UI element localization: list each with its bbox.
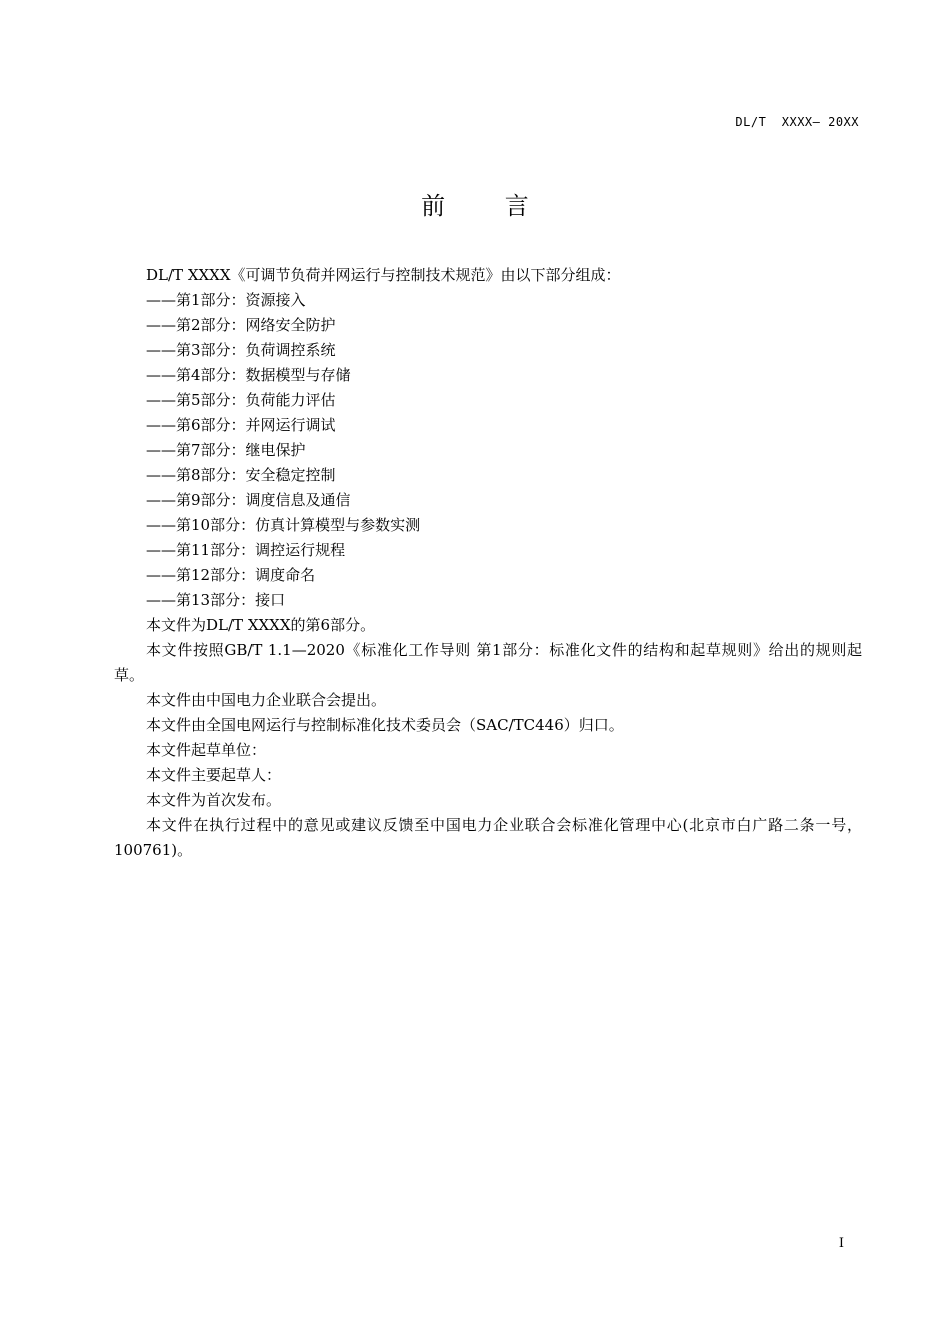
body-paragraph: 本文件主要起草人：	[146, 766, 282, 784]
body-paragraph: 本文件为首次发布。	[146, 791, 282, 809]
part-item: ——第13部分：接口	[146, 591, 286, 609]
body-paragraph: 本文件为DL/T XXXX的第6部分。	[146, 616, 376, 634]
page-title: 前 言	[421, 192, 555, 220]
part-item: ——第2部分：网络安全防护	[146, 316, 336, 334]
body-paragraph: 本文件按照GB/T 1.1—2020《标准化工作导则 第1部分：标准化文件的结构和起草规则》给出的规则起草。	[114, 641, 862, 684]
part-item: ——第8部分：安全稳定控制	[146, 466, 336, 484]
part-item: ——第5部分：负荷能力评估	[146, 391, 336, 409]
document-code: DL/T XXXX— 20XX	[735, 115, 859, 129]
body-paragraph: 本文件在执行过程中的意见或建议反馈至中国电力企业联合会标准化管理中心(北京市白广路二条一号，100761)。	[114, 816, 862, 859]
parts-list	[114, 288, 862, 613]
part-item: ——第1部分：资源接入	[146, 291, 306, 309]
document-body	[114, 263, 862, 863]
part-item: ——第11部分：调控运行规程	[146, 541, 346, 559]
intro-paragraph: DL/T XXXX《可调节负荷并网运行与控制技术规范》由以下部分组成：	[146, 266, 621, 284]
page-number: I	[838, 1236, 844, 1251]
part-item: ——第10部分：仿真计算模型与参数实测	[146, 516, 421, 534]
body-paragraph: 本文件起草单位：	[146, 741, 267, 759]
part-item: ——第9部分：调度信息及通信	[146, 491, 351, 509]
body-paragraph: 本文件由全国电网运行与控制标准化技术委员会（SAC/TC446）归口。	[146, 716, 624, 734]
part-item: ——第12部分：调度命名	[146, 566, 316, 584]
part-item: ——第3部分：负荷调控系统	[146, 341, 336, 359]
part-item: ——第6部分：并网运行调试	[146, 416, 336, 434]
part-item: ——第7部分：继电保护	[146, 441, 306, 459]
part-item: ——第4部分：数据模型与存储	[146, 366, 351, 384]
body-paragraph: 本文件由中国电力企业联合会提出。	[146, 691, 387, 709]
